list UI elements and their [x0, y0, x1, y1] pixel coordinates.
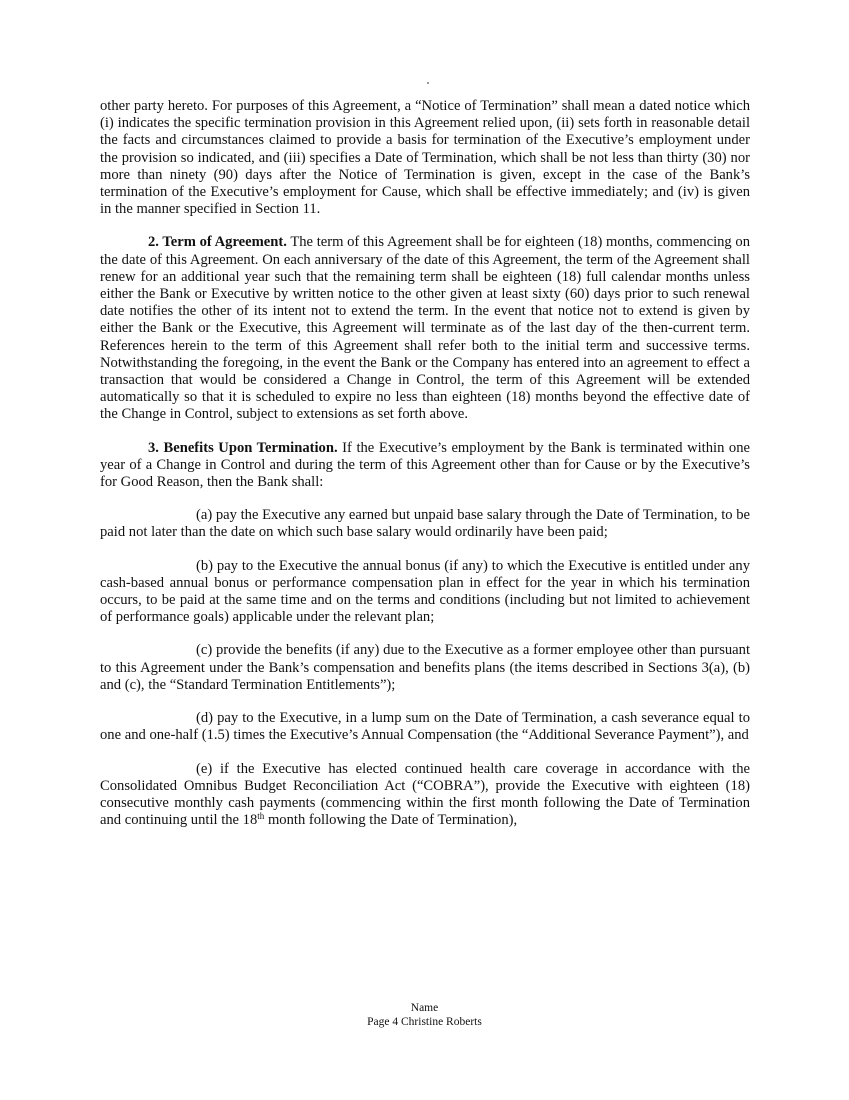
section-heading-term: 2. Term of Agreement. [148, 234, 287, 251]
list-item-text-continued: month following the Date of Termination), [264, 812, 518, 829]
paragraph-text: other party hereto. For purposes of this Agreement, a “Notice of Termination” shall mean a dated notice which (i) indicates the specific termination provision in this Agreement relied upon, (ii) sets forth in reasonable detail the facts and circumstances claimed to provide a basis for termination of the Executive’s employment under the provision so indicated, and (iii) specifies a Date of Termination, which shall be not less than thirty (30) nor more than ninety (90) days after the Notice of Termination is given, except in the case of the Bank’s termination of the Executive’s employment for Cause, which shall be effective immediately; and (iv) is given in the manner specified in Section 11. [100, 98, 750, 218]
list-item-e [100, 761, 750, 830]
page-footer [0, 1001, 849, 1029]
paragraph-term-of-agreement [100, 234, 750, 423]
list-item-c [100, 642, 750, 694]
list-item-text: (e) if the Executive has elected continued health care coverage in accordance with the Consolidated Omnibus Budget Reconciliation Act (“COBRA”), provide the Executive with eighteen (18) consecutive monthly cash payments (commencing within the first month following the Date of Termination and continuing until the 18 [100, 760, 750, 829]
list-item-b [100, 558, 750, 627]
list-item-text: (c) provide the benefits (if any) due to the Executive as a former employee other than pursuant to this Agreement under the Bank’s compensation and benefits plans (the items described in Sections 3(a), (b) and (c), the “Standard Termination Entitlements”); [100, 642, 750, 693]
list-item-d [100, 710, 750, 744]
footer-name-label: Name [410, 1002, 439, 1014]
paragraph-text: The term of this Agreement shall be for eighteen (18) months, commencing on the date of this Agreement. On each anniversary of the date of this Agreement, the term of the Agreement shall renew for an additional year such that the remaining term shall be eighteen (18) full calendar months unless either the Bank or Executive by written notice to the other given at least sixty (60) days prior to such renewal date notifies the other of its intent not to extend the term. In the event that notice not to extend is given by either the Bank or the Executive, this Agreement will terminate as of the last day of the then-current term. References herein to the term of this Agreement shall refer both to the initial term and successive terms. Notwithstanding the foregoing, in the event the Bank or the Company has entered into an agreement to effect a transaction that would be considered a Change in Control, the term of this Agreement will be extended automatically so that it is scheduled to expire no less than eighteen (18) months beyond the effective date of the Change in Control, subject to extensions as set forth above. [100, 234, 751, 423]
list-item-text: (d) pay to the Executive, in a lump sum on the Date of Termination, a cash severance equal to one and one-half (1.5) times the Executive’s Annual Compensation (the “Additional Severance Payment”), and [100, 710, 750, 744]
footer-page-line: Page 4 Christine Roberts [367, 1016, 482, 1028]
document-body [100, 98, 750, 845]
paragraph-benefits-upon-termination [100, 440, 750, 492]
superscript-ordinal: th [257, 811, 265, 822]
list-item-text: (b) pay to the Executive the annual bonus (if any) to which the Executive is entitled under any cash-based annual bonus or performance compensation plan in effect for the year in which his termination occurs, to be paid at the same time and on the terms and conditions (including but not limited to achievement of performance goals) applicable under the relevant plan; [100, 557, 750, 626]
paragraph-notice-of-termination [100, 98, 750, 218]
list-item-a [100, 507, 750, 541]
section-heading-benefits: 3. Benefits Upon Termination. [148, 439, 338, 456]
stray-mark [427, 82, 429, 84]
paragraph-text: If the Executive’s employment by the Bank is terminated within one year of a Change in Control and during the term of this Agreement other than for Cause or by the Executive’s for Good Reason, then the Bank shall: [100, 439, 751, 491]
list-item-text: (a) pay the Executive any earned but unpaid base salary through the Date of Termination, to be paid not later than the date on which such base salary would ordinarily have been paid; [100, 507, 750, 541]
